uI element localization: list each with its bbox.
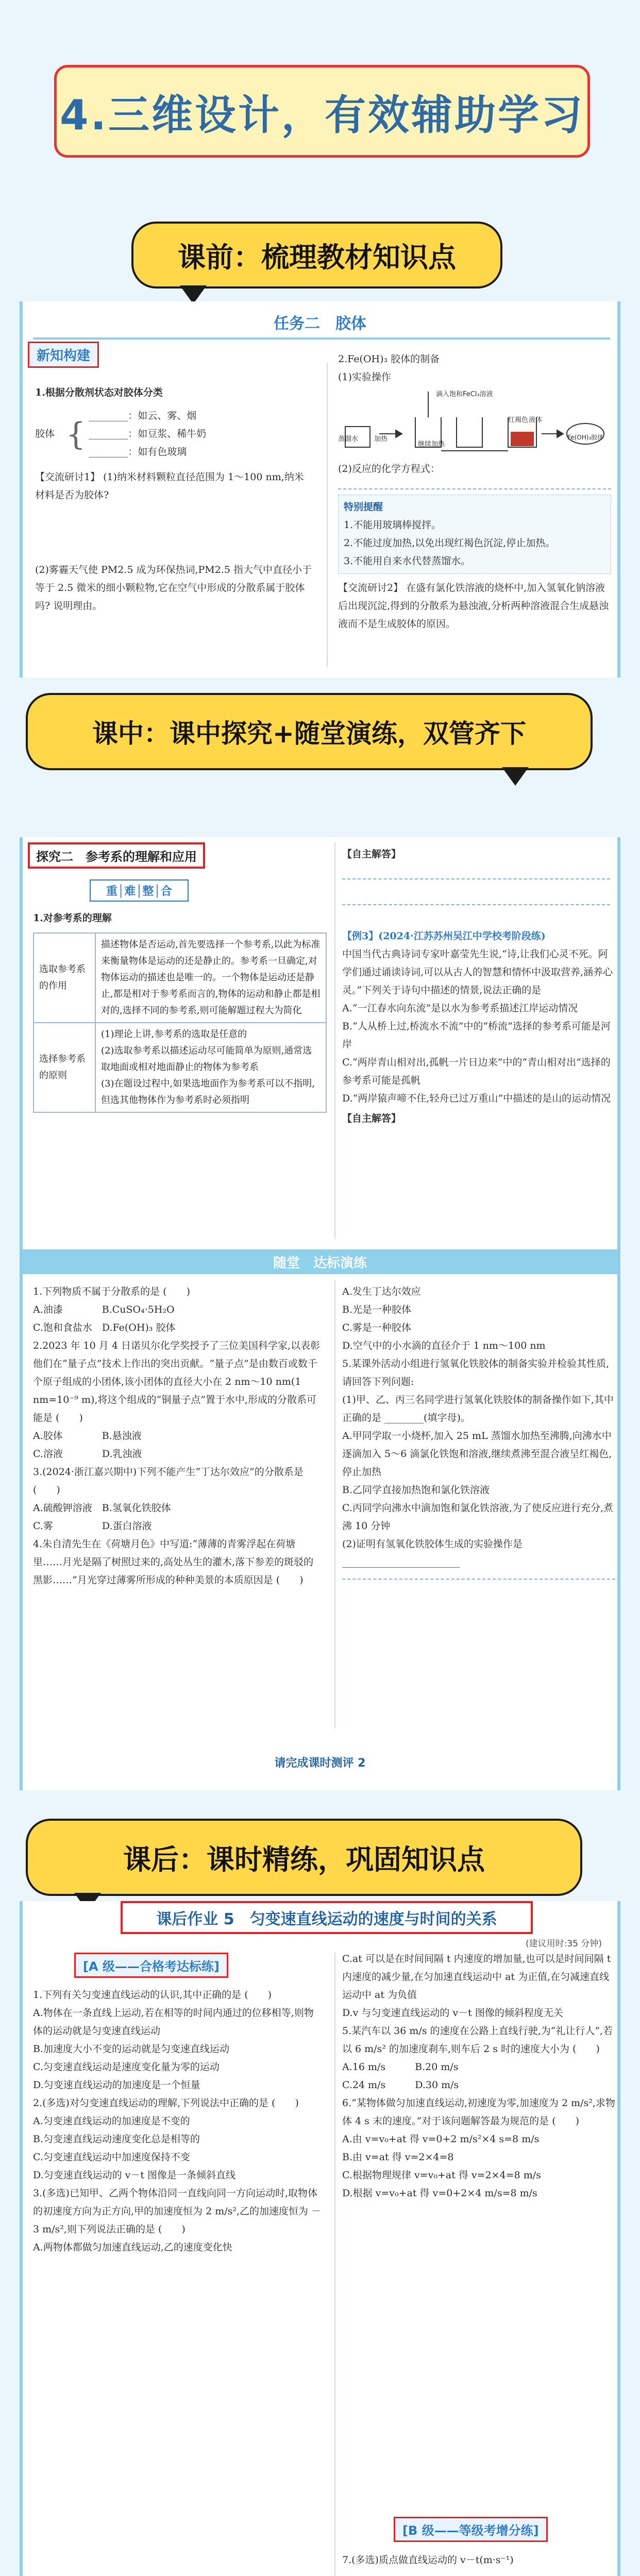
water-label: 蒸馏水 bbox=[338, 435, 359, 443]
practice-left bbox=[33, 1283, 322, 1589]
new-knowledge-tag: 新知构建 bbox=[28, 342, 99, 368]
before-class-panel bbox=[20, 301, 620, 677]
example-body: 中国当代古典诗词专家叶嘉莹先生说,“诗,让我们心灵不死。阿学们通过诵读诗词,可以从古人的智慧和情怀中汲取营养,涵养心灵。”下列关于诗句中描述的情景,说法正确的是 bbox=[342, 948, 613, 996]
self-answer-label: 【自主解答】 bbox=[342, 1113, 401, 1124]
question: 3.(2024·浙江嘉兴期中)下列不能产生“丁达尔效应”的分散系是 ( ) bbox=[33, 1466, 304, 1496]
example-head: 【例3】(2024·江苏苏州吴江中学校考阶段练) bbox=[342, 930, 546, 942]
example-option: C.“两岸青山相对出,孤帆一片日边来”中的“青山相对出”选择的参考系可能是孤帆 bbox=[342, 1057, 611, 1086]
table-row bbox=[33, 1023, 326, 1112]
ref-title: 1.对参考系的理解 bbox=[33, 912, 112, 924]
question: (1)甲、乙、丙三名同学进行氢氧化铁胶体的制备操作如下,其中正确的是 ________(填字母)。 bbox=[342, 1394, 614, 1423]
option: D.匀变速直线运动的 v－t 图像是一条倾斜直线 bbox=[33, 2170, 236, 2181]
homework-time: (建议用时:35 分钟) bbox=[525, 1939, 602, 1949]
after-class-bubble bbox=[26, 1819, 582, 1896]
question: 1.下列物质不属于分散系的是 ( ) bbox=[33, 1286, 190, 1297]
option: C.根据物理规律 v=v₀+at 得 v=2×4=8 m/s bbox=[342, 2170, 541, 2181]
discussion-1: 【交流研讨1】 (1)纳米材料颗粒直径范围为 1～100 nm,纳米材料是否为胶体? bbox=[35, 471, 304, 501]
option: A.发生丁达尔效应 bbox=[342, 1286, 421, 1297]
ref-table bbox=[33, 933, 327, 1113]
option: C.雾是一种胶体 bbox=[342, 1322, 411, 1333]
example-option: D.“两岸猿声啼不住,轻舟已过万重山”中描述的是山的运动情况 bbox=[342, 1093, 611, 1104]
footer-note: 请完成课时测评 2 bbox=[274, 1757, 366, 1770]
prep-title: 2.Fe(OH)₃ 胶体的制备 bbox=[338, 353, 440, 365]
option: A.匀变速直线运动的加速度是不变的 bbox=[33, 2115, 190, 2127]
option: C.匀变速直线运动中加速度保持不变 bbox=[33, 2151, 190, 2163]
question-7: 7.(多选)质点做直线运动的 v－t(m·s⁻¹) bbox=[342, 2554, 514, 2566]
classify-row: ________：如豆浆、稀牛奶 bbox=[89, 428, 207, 439]
answer-line bbox=[338, 488, 611, 489]
question: 5.某课外活动小组进行氢氧化铁胶体的制备实验并检验其性质,请回答下列问题: bbox=[342, 1358, 610, 1387]
tip-title: 特别提醒 bbox=[344, 501, 383, 513]
page-header bbox=[54, 65, 590, 158]
option: D.匀变速直线运动的加速度是一个恒量 bbox=[33, 2079, 200, 2091]
after-class-label: 课后：课时精练，巩固知识点 bbox=[123, 1843, 485, 1876]
in-class-panel bbox=[20, 837, 620, 1790]
option: A.由 v=v₀+at 得 v=0+2 m/s²×4 s=8 m/s bbox=[342, 2133, 540, 2145]
question: 3.(多选)已知甲、乙两个物体沿同一直线向同一方向运动时,取物体的初速度方向为正方向,甲的加速度恒为 2 m/s²,乙的加速度恒为 －3 m/s²,则下列说法正确的是 ( ) bbox=[33, 2188, 322, 2235]
tip-item: 3.不能用自来水代替蒸馏水。 bbox=[344, 555, 471, 567]
before-class-label: 课前：梳理教材知识点 bbox=[178, 241, 456, 274]
column-divider bbox=[334, 1953, 335, 2576]
question: (2)证明有氢氧化铁胶体生成的实验操作是 ________________________ bbox=[342, 1538, 523, 1568]
question: 2.2023 年 10 月 4 日诺贝尔化学奖授予了三位美国科学家,以表彰他们在“量子点”技术上作出的突出贡献。“量子点”是由数百或数千个原子组成的小团体,该小团体的直径大小在 2 nm～10 nm(1 nm=10⁻⁹ m),将这个组成的“铜量子点”置于水中,形成的分散系可能是 ( ) bbox=[33, 1340, 320, 1423]
example-option: A.“一江春水向东流”是以水为参考系描述江岸运动情况 bbox=[342, 1003, 578, 1014]
question: 2.(多选)对匀变速直线运动的理解,下列说法中正确的是 ( ) bbox=[33, 2097, 299, 2109]
option: D.空气中的小水滴的直径介于 1 nm～100 nm bbox=[342, 1340, 546, 1351]
discussion-2: 【交流研讨2】 在盛有氯化铁溶液的烧杯中,加入氢氧化钠溶液后出现沉淀,得到的分散系为悬浊液,分析两种溶液混合生成悬浊液而不是生成胶体的原因。 bbox=[338, 582, 609, 630]
page-title: 4.三维设计，有效辅助学习 bbox=[59, 91, 585, 139]
brace-icon: { bbox=[66, 416, 86, 452]
level-b-tag: [B 级——等级考增分练] bbox=[394, 2517, 548, 2542]
table-cell-head: 选取参考系的作用 bbox=[33, 933, 95, 1023]
answer-line bbox=[342, 904, 610, 905]
heating-label: 加热 bbox=[374, 435, 388, 443]
option: A.硫酸钾溶液 B.氢氧化铁胶体 bbox=[33, 1502, 171, 1514]
option: D.v 与匀变速直线运动的 v－t 图像的倾斜程度无关 bbox=[342, 2007, 563, 2019]
question: 4.朱自清先生在《荷塘月色》中写道:“薄薄的青雾浮起在荷塘里……月光是隔了树照过来的,高处丛生的灌木,落下参差的斑驳的黑影……”月光穿过薄雾所形成的种种美景的本质原因是 ( ) bbox=[33, 1538, 314, 1586]
option: B.匀变速直线运动速度变化总是相等的 bbox=[33, 2133, 200, 2145]
question: 5.某汽车以 36 m/s 的速度在公路上直线行驶,为“礼让行人”,若以 6 m/s² 的加速度刹车,则车后 2 s 时的速度大小为 ( ) bbox=[342, 2025, 613, 2055]
equation-label: (2)反应的化学方程式： bbox=[338, 463, 440, 474]
answer-line bbox=[342, 878, 610, 879]
liquid-label: 液体 bbox=[529, 416, 543, 424]
level-a-tag: [A 级——合格考达标练] bbox=[74, 1953, 228, 1978]
option: C.丙同学向沸水中滴加饱和氯化铁溶液,为了使反应进行充分,煮沸 10 分钟 bbox=[342, 1502, 613, 1532]
option: C.24 m/s D.30 m/s bbox=[342, 2079, 459, 2091]
in-class-label: 课中：课中探究+随堂演练，双管齐下 bbox=[92, 719, 526, 749]
option: B.由 v=at 得 v=2×4=8 bbox=[342, 2151, 454, 2163]
classify-row: ________：如云、雾、烟 bbox=[89, 410, 197, 421]
table-row bbox=[33, 933, 326, 1023]
option: B.加速度大小不变的运动就是匀变速直线运动 bbox=[33, 2043, 230, 2055]
table-cell: 描述物体是否运动,首先要选择一个参考系,以此为标准来衡量物体是运动的还是静止的。参考系一旦确定,对物体运动的描述也是唯一的。一个物体是运动还是静止,都是相对于参考系而言的,物体的运动和静止都是相对的,选择不同的参考系,则可能解题过程大为简化 bbox=[95, 933, 326, 1023]
practice-band: 随堂 达标演练 bbox=[23, 1249, 617, 1274]
question: 6.“某物体做匀加速直线运动,初速度为零,加速度为 2 m/s²,求物体 4 s 末的速度。”对于该问题解答最为规范的是 ( ) bbox=[342, 2097, 615, 2127]
homework-right bbox=[342, 1950, 615, 2202]
question: 1.下列有关匀变速直线运动的认识,其中正确的是 ( ) bbox=[33, 1989, 272, 2001]
table-cell-head: 选择参考系的原则 bbox=[33, 1023, 95, 1112]
in-class-bubble bbox=[26, 693, 593, 770]
explore-tag: 探究二 参考系的理解和应用 bbox=[28, 842, 205, 869]
option: A.物体在一条直线上运动,若在相等的时间内通过的位移相等,则物体的运动就是匀变速直线运动 bbox=[33, 2007, 314, 2037]
option: C.匀变速直线运动是速度变化量为零的运动 bbox=[33, 2061, 220, 2073]
example-option: B.“人从桥上过,桥流水不流”中的“桥流”选择的参考系可能是河岸 bbox=[342, 1021, 611, 1050]
table-cell: (1)理论上讲,参考系的选取是任意的 (2)选取参考系以描述运动尽可能简单为原则,通常选取地面或相对地面静止的物体为参考系 (3)在题设过程中,如果选地面作为参考系可以不指明,但选其他物体作为参考系时必须指明 bbox=[95, 1023, 326, 1112]
homework-title: 课后作业 5 匀变速直线运动的速度与时间的关系 bbox=[121, 1901, 533, 1934]
before-class-bubble bbox=[131, 222, 502, 289]
option: B.乙同学直接加热饱和氯化铁溶液 bbox=[342, 1484, 490, 1496]
homework-left bbox=[33, 1986, 322, 2257]
option: A.油漆 B.CuSO₄·5H₂O bbox=[33, 1304, 175, 1315]
option: C.饱和食盐水 D.Fe(OH)₃ 胶体 bbox=[33, 1322, 176, 1333]
divider bbox=[33, 337, 610, 340]
heat-label: 继续加热 bbox=[418, 440, 445, 448]
column-divider bbox=[334, 1280, 335, 1728]
colloid-label: 胶体 bbox=[35, 428, 55, 439]
redbrown-label: 红褐色 bbox=[508, 416, 529, 424]
classify-title: 1.根据分散剂状态对胶体分类 bbox=[35, 387, 163, 398]
drop-label: 滴入饱和FeCl₃溶液 bbox=[436, 391, 493, 398]
discussion-1b: (2)雾霾天气使 PM2.5 成为环保热词,PM2.5 指大气中直径小于等于 2.5 微米的细小颗粒物,它在空气中形成的分散系属于胶体吗? 说明理由。 bbox=[35, 564, 312, 612]
classify-row: ________：如有色玻璃 bbox=[89, 446, 187, 457]
column-divider bbox=[327, 363, 328, 667]
option: A.两物体都做匀加速直线运动,乙的速度变化快 bbox=[33, 2242, 232, 2253]
task-title: 任务二 胶体 bbox=[274, 315, 366, 333]
option: A.甲同学取一小烧杯,加入 25 mL 蒸馏水加热至沸腾,向沸水中逐滴加入 5～6 滴氯化铁饱和溶液,继续煮沸至混合液呈红褐色,停止加热 bbox=[342, 1430, 612, 1478]
tip-item: 2.不能过度加热,以免出现红褐色沉淀,停止加热。 bbox=[344, 537, 555, 549]
tip-item: 1.不能用玻璃棒搅拌。 bbox=[344, 519, 442, 531]
option: A.16 m/s B.20 m/s bbox=[342, 2061, 459, 2073]
option: C.溶液 D.乳浊液 bbox=[33, 1448, 142, 1460]
option: B.光是一种胶体 bbox=[342, 1304, 412, 1315]
column-divider bbox=[334, 842, 335, 1239]
prep-sub1: (1)实验操作 bbox=[338, 371, 391, 383]
option: C.at 可以是在时间间隔 t 内速度的增加量,也可以是时间间隔 t 内速度的减少量,在匀加速直线运动中 at 为正值,在匀减速直线运动中 at 为负值 bbox=[342, 1953, 611, 2001]
colloid-label-2: Fe(OH)₃胶体 bbox=[567, 434, 604, 441]
self-answer-label: 【自主解答】 bbox=[342, 849, 401, 860]
practice-right bbox=[342, 1283, 615, 1580]
option: A.胶体 B.悬浊液 bbox=[33, 1430, 142, 1442]
key-points-tag: 重│难│整│合 bbox=[90, 879, 189, 902]
option: D.根据 v=v₀+at 得 v=0+2×4 m/s=8 m/s bbox=[342, 2188, 537, 2199]
after-class-panel bbox=[20, 1901, 620, 2576]
option: C.雾 D.蛋白溶液 bbox=[33, 1520, 152, 1532]
answer-line bbox=[342, 1579, 615, 1580]
